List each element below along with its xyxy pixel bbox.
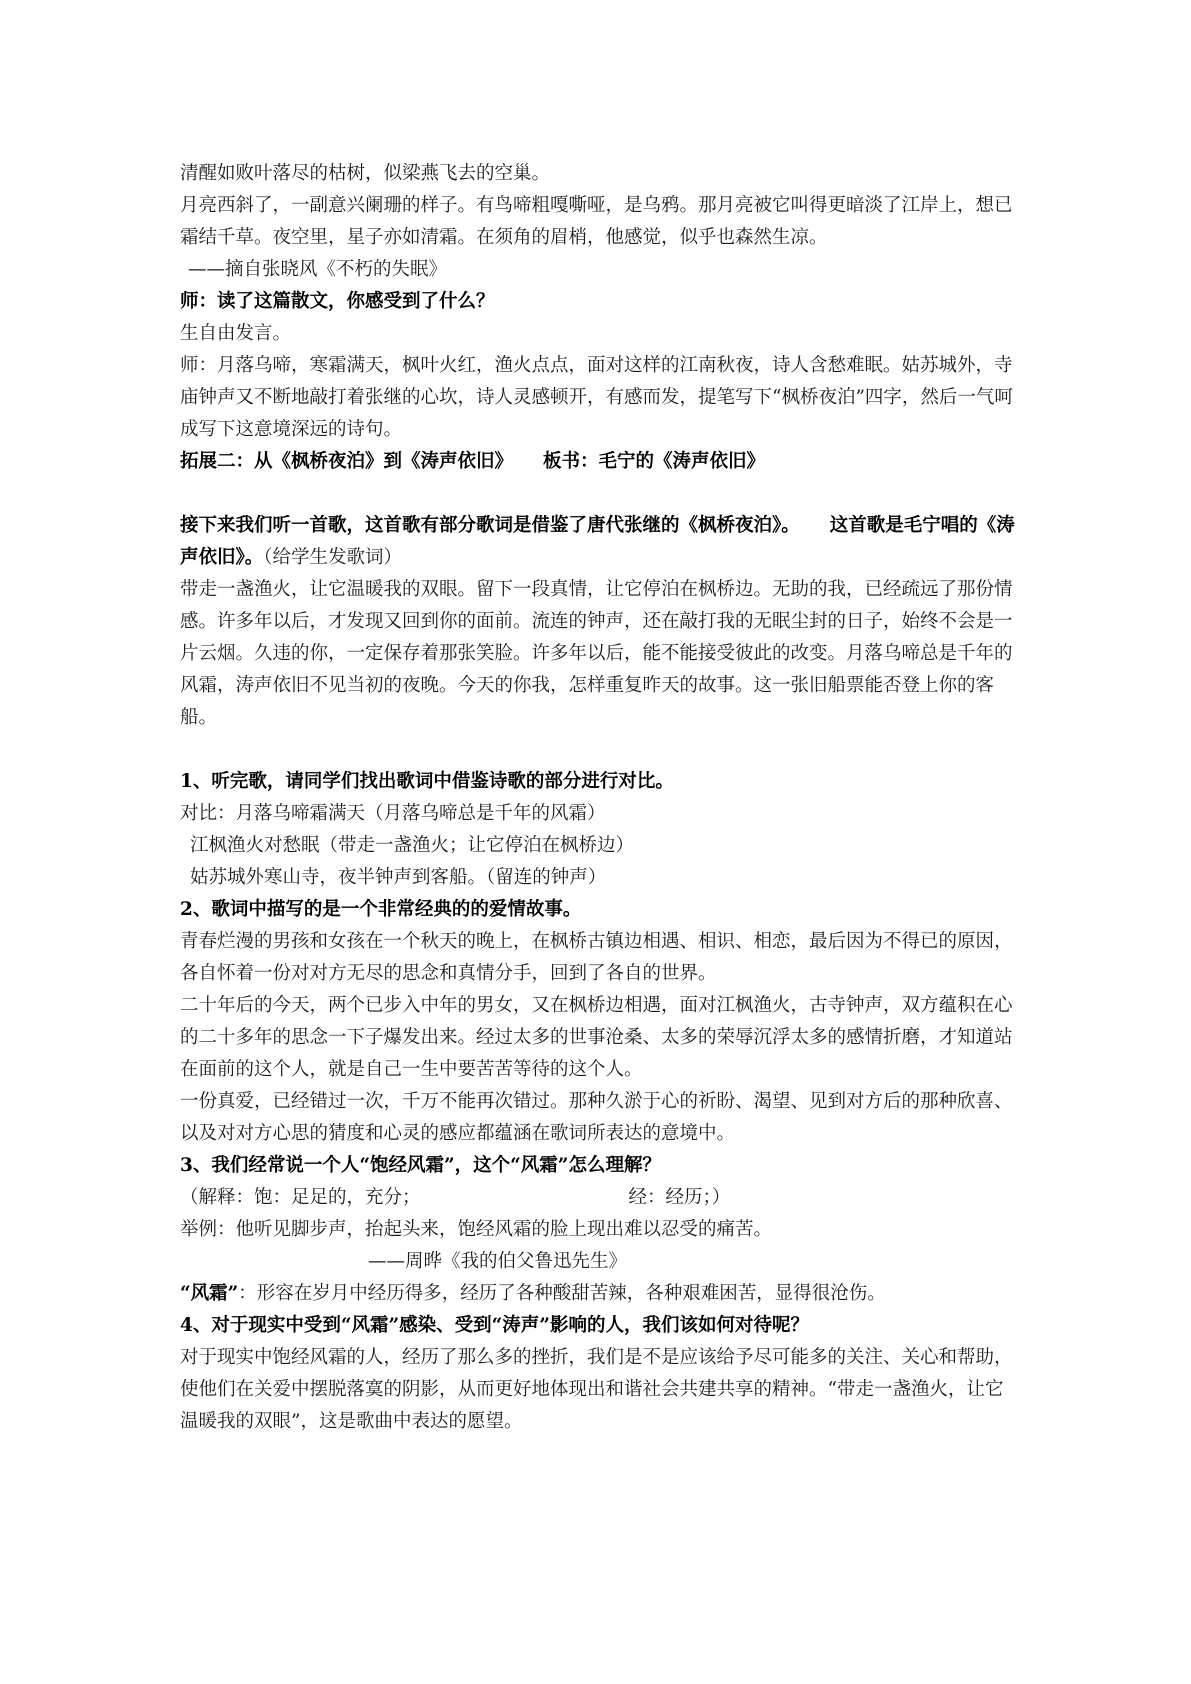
- question-3: 3、我们经常说一个人“饱经风霜”，这个“风霜”怎么理解？: [180, 1155, 661, 1176]
- song-intro-bold-b: 这首歌是毛宁唱的《涛声依旧》。: [180, 515, 1015, 568]
- example-line: 举例：他听见脚步声，抬起头来，饱经风霜的脸上现出难以忍受的痛苦。: [180, 1219, 773, 1240]
- story-1: 青春烂漫的男孩和女孩在一个秋天的晚上，在枫桥古镇边相遇、相识、相恋，最后因为不得已的原因，各自怀着一份对对方无尽的思念和真情分手，回到了各自的世界。: [180, 931, 1013, 984]
- definition-text: ：形容在岁月中经历得多，经历了各种酸甜苦辣，各种艰难困苦，显得很沧伤。: [238, 1283, 886, 1304]
- explanation-a: （解释：饱：足足的，充分；: [180, 1187, 421, 1208]
- comparison-3: 姑苏城外寒山寺，夜半钟声到客船。（留连的钟声）: [190, 867, 607, 888]
- song-intro-bold-a: 接下来我们听一首歌，这首歌有部分歌词是借鉴了唐代张继的《枫桥夜泊》。: [180, 515, 800, 536]
- song-lyrics: 带走一盏渔火，让它温暖我的双眼。留下一段真情，让它停泊在枫桥边。无助的我，已经疏远了那份情感。许多年以后，才发现又回到你的面前。流连的钟声，还在敲打我的无眠尘封的日子，始终不会是一片云烟。久违的你，一定保存着那张笑脸。许多年以后，能不能接受彼此的改变。月落乌啼总是千年的风霜，涛声依旧不见当初的夜晚。今天的你我，怎样重复昨天的故事。这一张旧船票能否登上你的客船。: [180, 579, 1013, 728]
- comparison-1: 对比：月落乌啼霜满天（月落乌啼总是千年的风霜）: [180, 803, 606, 824]
- source-citation: ——摘自张晓风《不朽的失眠》: [188, 259, 448, 280]
- definition-line: [180, 1278, 1020, 1310]
- paragraph-intro: 清醒如败叶落尽的枯树，似梁燕飞去的空巢。: [180, 163, 551, 184]
- student-response: 生自由发言。: [180, 323, 292, 344]
- definition-term: “风霜”: [180, 1283, 239, 1304]
- question-1: 1、听完歌，请同学们找出歌词中借鉴诗歌的部分进行对比。: [180, 771, 674, 792]
- explanation-b: 经：经历；）: [628, 1187, 731, 1208]
- comparison-2: 江枫渔火对愁眠（带走一盏渔火；让它停泊在枫桥边）: [190, 835, 635, 856]
- example-source: ——周晔《我的伯父鲁迅先生》: [368, 1251, 628, 1272]
- question-4: 4、对于现实中受到“风霜”感染、受到“涛声”影响的人，我们该如何对待呢？: [180, 1315, 809, 1336]
- story-3: 一份真爱，已经错过一次，千万不能再次错过。那种久淤于心的祈盼、渴望、见到对方后的那种欣喜、以及对对方心思的猜度和心灵的感应都蕴涵在歌词所表达的意境中。: [180, 1091, 1013, 1144]
- explanation-line: [180, 1182, 1020, 1214]
- song-intro-note: （给学生发歌词）: [263, 547, 403, 568]
- song-intro: [180, 510, 1020, 574]
- teacher-question: 师：读了这篇散文，你感受到了什么？: [180, 291, 495, 312]
- story-2: 二十年后的今天，两个已步入中年的男女，又在枫桥边相遇，面对江枫渔火，古寺钟声，双方蕴积在心的二十多年的思念一下子爆发出来。经过太多的世事沧桑、太多的荣辱沉浮太多的感情折磨，才知道站在面前的这个人，就是自己一生中要苦苦等待的这个人。: [180, 995, 1013, 1080]
- document-page: [180, 158, 1020, 1438]
- paragraph-moon: 月亮西斜了，一副意兴阑珊的样子。有鸟啼粗嘎嘶哑，是乌鸦。那月亮被它叫得更暗淡了江岸上，想已霜结千草。夜空里，星子亦如清霜。在须角的眉梢，他感觉，似乎也森然生凉。: [180, 195, 1013, 248]
- section-heading-board: 板书：毛宁的《涛声依旧》: [543, 451, 766, 472]
- section-heading-title: 拓展二：从《枫桥夜泊》到《涛声依旧》: [180, 451, 514, 472]
- question-2: 2、歌词中描写的是一个非常经典的的爱情故事。: [180, 899, 582, 920]
- teacher-explanation: 师：月落乌啼，寒霜满天，枫叶火红，渔火点点，面对这样的江南秋夜，诗人含愁难眠。姑苏城外，寺庙钟声又不断地敲打着张继的心坎，诗人灵感顿开，有感而发，提笔写下“枫桥夜泊”四字，然后一气呵成写下这意境深远的诗句。: [180, 355, 1013, 440]
- section-heading: [180, 446, 1020, 478]
- final-paragraph: 对于现实中饱经风霜的人，经历了那么多的挫折，我们是不是应该给予尽可能多的关注、关心和帮助，使他们在关爱中摆脱落寞的阴影，从而更好地体现出和谐社会共建共享的精神。“带走一盏渔火，让它温暖我的双眼”，这是歌曲中表达的愿望。: [180, 1347, 1013, 1432]
